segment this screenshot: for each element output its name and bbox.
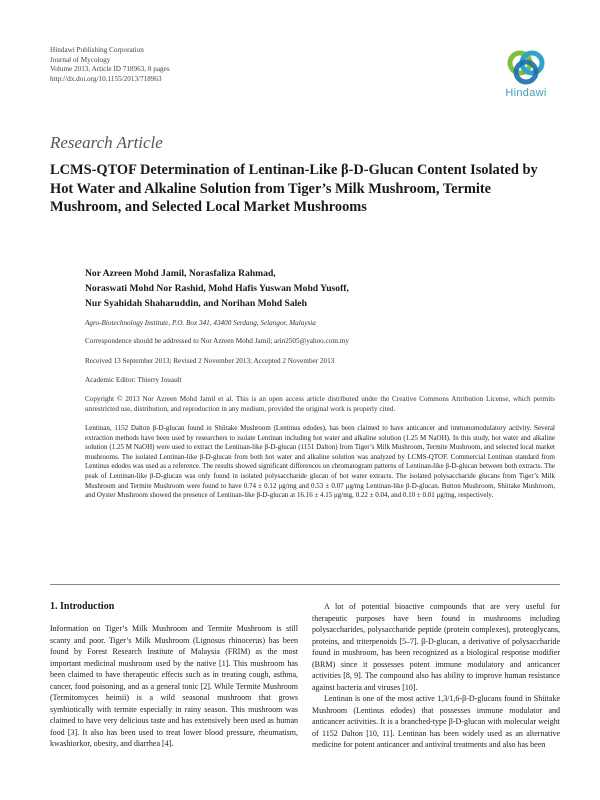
- author-line: Nur Syahidah Shaharuddin, and Norihan Mohd Saleh: [85, 298, 307, 310]
- body-column-right: [312, 601, 560, 751]
- correspondence: Correspondence should be addressed to Nor Azreen Mohd Jamil; arin2505@yahoo.com.my: [85, 337, 349, 345]
- section-heading: 1. Introduction: [50, 601, 115, 612]
- hindawi-logo-text: Hindawi: [505, 87, 547, 99]
- journal-header: [50, 46, 170, 84]
- body-column-left: [50, 623, 298, 750]
- abstract: Lentinan, 1152 Dalton β-D-glucan found in Shiitake Mushroom (Lentinus edodes), has been claimed to have anticancer and immunomodulatory activity. Several extraction methods have been used by researchers to isolate Lentinan including hot water and alkaline solution (1.25 M NaOH). In this study, hot water and alkaline solution (1.25 M NaOH) were used to extract the Lentinan-like β-D-glucan (1151 Dalton) from Tiger’s Milk Mushroom, Termite Mushroom, and selected local market mushrooms. The isolated Lentinan-like β-D-glucan from both hot water and alkaline solution was analyzed by LCMS-QTOF. Commercial Lentinan standard from Lentinus edodes was used as a reference. The results showed significant differences on chromatogram patterns of Lentinan-like β-D-glucan between both extracts. The peak of Lentinan-like β-D-glucan was only found in isolated polysaccharide glucan of hot water extracts. The isolated polysaccharide glucans from Tiger’s Milk Mushroom and Termite Mushroom were found to have 0.74 ± 0.12 μg/mg and 0.53 ± 0.07 μg/mg Lentinan-like β-D-glucan. Button Mushroom, Shiitake Mushroom, and Oyster Mushroom showed the presence of Lentinan-like β-D-glucan at 16.16 ± 4.15 μg/mg, 0.22 ± 0.04, and 0.10 ± 0.01 μg/mg, respectively.: [85, 424, 555, 500]
- author-line: Nor Azreen Mohd Jamil, Norasfaliza Rahmad,: [85, 268, 276, 279]
- affiliation: Agro-Biotechnology Institute, P.O. Box 341, 43400 Serdang, Selangor, Malaysia: [85, 319, 316, 327]
- author-list: [85, 266, 555, 312]
- doi-link[interactable]: http://dx.doi.org/10.1155/2013/718963: [50, 74, 162, 83]
- paragraph: Information on Tiger’s Milk Mushroom and Termite Mushroom is still scanty and poor. Tiger’s Milk Mushroom (Lignosus rhinocerus) has been found by Forest Research Institute of Malaysia (FRIM) as the most important medicinal mushroom used by the native [1]. This mushroom has been claimed to have therapeutic effects such as in treating cough, asthma, cancer, food poisoning, and as a general tonic [2]. While Termite Mushroom (Termitomyces heimii) is a wild seasonal mushroom that grows symbiotically with termite especially in rainy season. This mushroom was claimed to have very delicious taste and has extensively been used as human food [3]. It also has been used to treat lower blood pressure, rheumatism, kwashiorkor, obesity, and diarrhea [4].: [50, 624, 298, 748]
- copyright-notice: Copyright © 2013 Nor Azreen Mohd Jamil et al. This is an open access article distributed under the Creative Commons Attribution License, which permits unrestricted use, distribution, and reproduction in any medium, provided the original work is properly cited.: [85, 395, 555, 413]
- article-type: Research Article: [50, 133, 163, 152]
- academic-editor: Academic Editor: Thierry Jouault: [85, 376, 182, 384]
- paragraph: A lot of potential bioactive compounds that are very useful for therapeutic purposes have been found in mushrooms including polysaccharides, polysaccharide peptide (protein complexes), proteoglycans, proteins, and triterpenoids [5–7]. β-D-glucan, a derivative of polysaccharide found in mushroom, has been recognized as a biological response modifier (BRM) since it possesses potent immune modulatory and anticancer activities [8, 9]. The compound also has ability to improve human resistance against bacteria and viruses [10].: [312, 602, 560, 692]
- hindawi-logo: [494, 48, 558, 106]
- publication-dates: Received 13 September 2013; Revised 2 November 2013; Accepted 2 November 2013: [85, 357, 335, 365]
- publisher-name: Hindawi Publishing Corporation: [50, 46, 144, 54]
- volume-info: Volume 2013, Article ID 718963, 8 pages: [50, 65, 170, 74]
- paragraph: Lentinan is one of the most active 1,3/1,6-β-D-glucans found in Shiitake Mushroom (Lentinus edodes) that possesses immune modulator and anticancer activities. It is a branched-type β-D-glucan with molecular weight of 1152 Dalton [10, 11]. Lentinan has been widely used as an alternative medicine for potent anticancer and antiviral treatments and also has been: [312, 694, 560, 749]
- article-title: LCMS-QTOF Determination of Lentinan-Like β-D-Glucan Content Isolated by Hot Water and Alkaline Solution from Tiger’s Milk Mushroom, Termite Mushroom, and Selected Local Market Mushrooms: [50, 162, 538, 216]
- journal-name: Journal of Mycology: [50, 55, 111, 64]
- hindawi-rings-icon: [503, 48, 549, 86]
- author-line: Noraswati Mohd Nor Rashid, Mohd Hafis Yuswan Mohd Yusoff,: [85, 283, 349, 295]
- section-divider: [50, 584, 560, 585]
